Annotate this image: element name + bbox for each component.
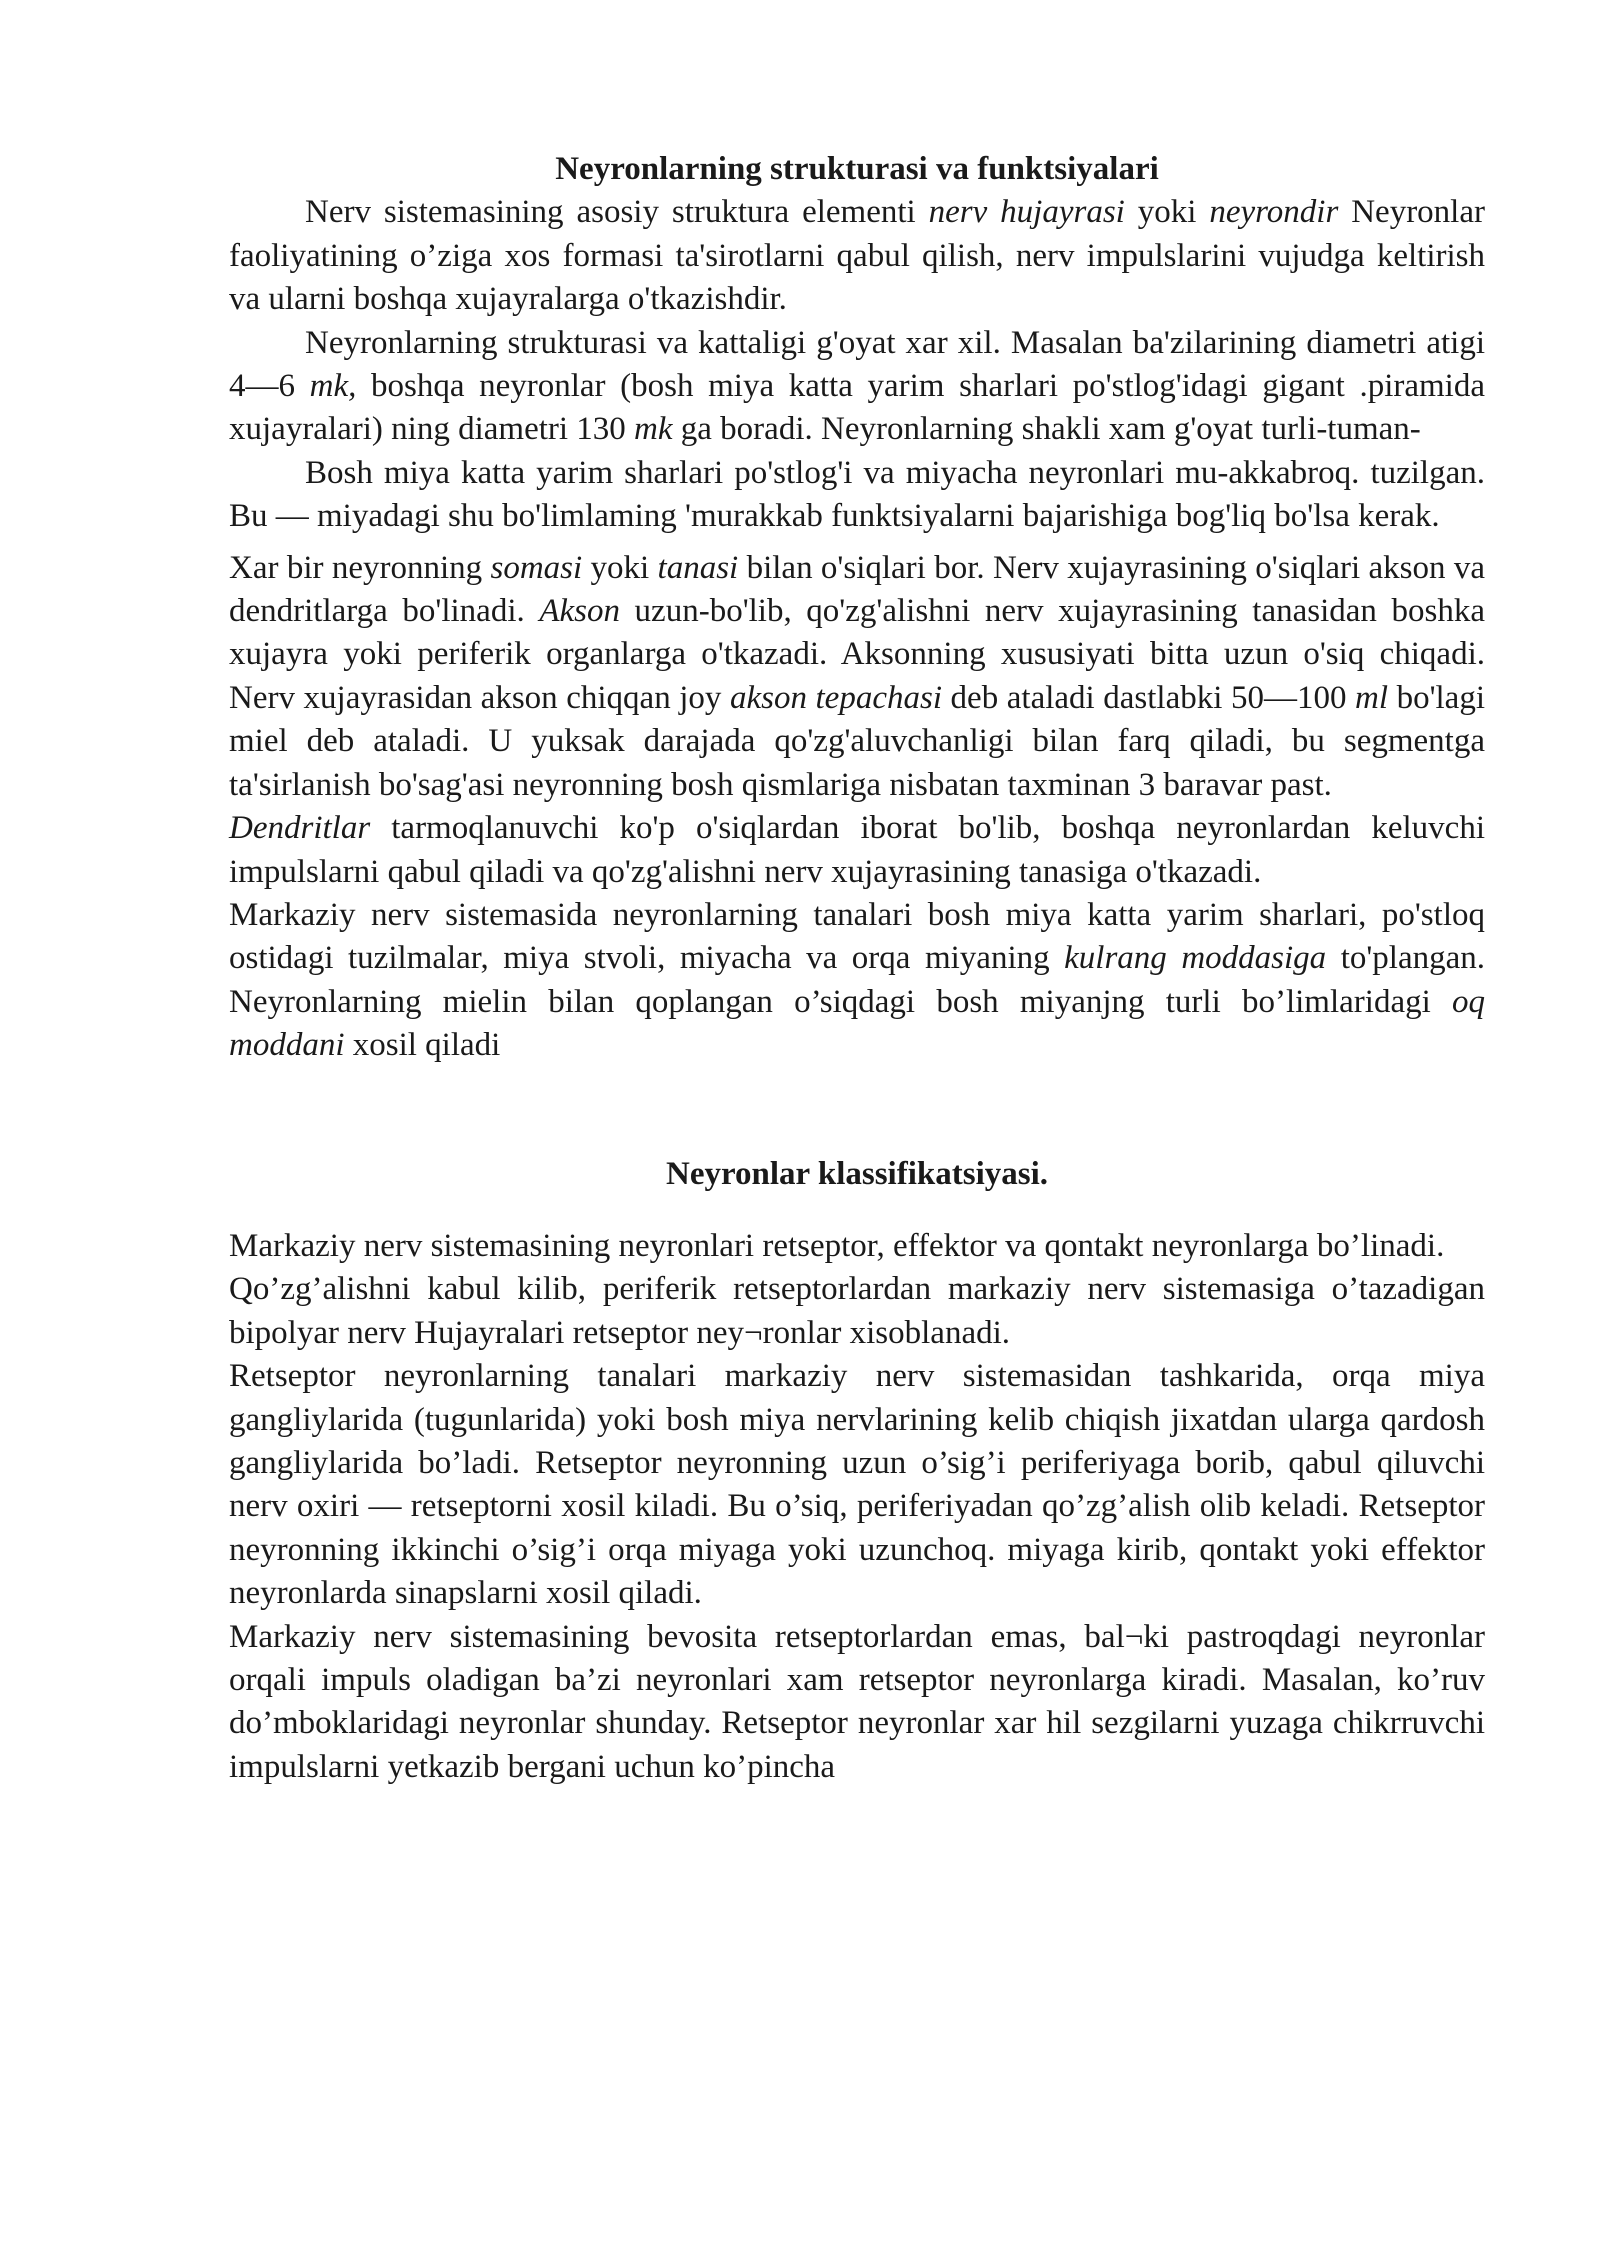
- paragraph-1: [229, 191, 1485, 321]
- italic-term: oq moddani: [229, 983, 1485, 1064]
- italic-term: akson tepachasi: [729, 679, 942, 716]
- text-span: Nerv sistemasining asosiy struktura elementi: [305, 194, 929, 231]
- text-span: tarmoqlanuvchi ko'p o'siqlardan iborat bo'lib, boshqa neyronlardan keluvchi impulslarni qabul qiladi va qo'zg'alishni nerv xujayrasining tanasiga o'tkazadi.: [229, 810, 1485, 890]
- text-span: to'plangan. Neyronlarning mielin bilan qoplangan o’siqdagi bosh miyanjng turli bo’limlaridagi: [229, 940, 1486, 1020]
- paragraph-6: [229, 894, 1485, 1068]
- paragraph-5: [229, 807, 1485, 894]
- text-span: ga boradi. Neyronlarning shakli xam g'oyat turli-tuman-: [672, 411, 1421, 448]
- section-title-neuron-structure: Neyronlarning strukturasi va funktsiyalari: [555, 151, 1159, 187]
- paragraph-2: [229, 322, 1485, 452]
- text-span: boshqa neyronlar (bosh miya katta yarim sharlari po'stlog'idagi gigant .piramida xujayralari) ning diametri 130: [229, 368, 1485, 448]
- paragraph-3: Bosh miya katta yarim sharlari po'stlog'i va miyacha neyronlari mu-akkabroq. tuzilgan. Bu — miyadagi shu bo'limlaming 'murakkab funktsiyalarni bajarishiga bog'liq bo'lsa kerak.: [229, 454, 1485, 535]
- italic-term: tanasi: [657, 549, 739, 586]
- paragraph-8: Qo’zg’alishni kabul kilib, periferik retseptorlardan markaziy nerv sistemasiga o’tazadigan bipolyar nerv Hujayralari retseptor ney¬ronlar xisoblanadi.: [229, 1271, 1485, 1351]
- text-span: Markaziy nerv sistemasida neyronlarning tanalari bosh miya katta yarim sharlari, po'stloq ostidagi tuzilmalar, miya stvoli, miyacha va orqa miyaning: [229, 896, 1485, 977]
- italic-term: neyrondir: [1209, 194, 1339, 231]
- paragraph-10: Markaziy nerv sistemasining bevosita retseptorlardan emas, bal¬ki pastroqdagi neyronlar orqali impuls oladigan ba’zi neyronlari xam retseptor neyronlarga kiradi. Masalan, ko’ruv do’mboklaridagi neyronlar shunday. Retseptor neyronlar xar hil sezgilarni yuzaga chikrruvchi impulslarni yetkazib bergani uchun ko’pincha: [229, 1618, 1485, 1785]
- italic-term: nerv hujayrasi: [928, 194, 1125, 231]
- text-span: uzun-bo'lib, qo'zg'alishni nerv xujayrasining tanasidan boshka xujayra yoki periferik organlarga o'tkazadi. Aksonning xususiyati bitta uzun o'siq chiqadi. Nerv xujayrasidan akson chiqqan joy: [229, 593, 1485, 716]
- text-span: bilan o'siqlari bor. Nerv xujayrasining o'siqlari akson va dendritlarga bo'linadi.: [229, 549, 1486, 630]
- italic-term: kulrang moddasiga: [1064, 940, 1327, 977]
- paragraph-4: [229, 547, 1485, 807]
- text-span: bo'lagi miel deb ataladi. U yuksak darajada qo'zg'aluvchanligi bilan farq qiladi, bu segmentga ta'sirlanish bo'sag'asi neyronning bosh qismlariga nisbatan taxminan 3 baravar past.: [229, 679, 1485, 803]
- paragraph-7: Markaziy nerv sistemasining neyronlari retseptor, effektor va qontakt neyronlarga bo’linadi.: [229, 1227, 1445, 1264]
- italic-term: mk: [634, 411, 673, 448]
- text-span: deb ataladi dastlabki 50—100: [942, 679, 1356, 716]
- text-span: Neyronlarning strukturasi va kattaligi g'oyat xar xil. Masalan ba'zilarining diametri atigi 4—6: [229, 324, 1485, 405]
- text-span: yoki: [582, 549, 658, 586]
- italic-term: mk,: [309, 368, 357, 405]
- italic-term: ml: [1355, 679, 1389, 716]
- section-title-neuron-classification: Neyronlar klassifikatsiyasi.: [666, 1155, 1048, 1192]
- italic-term: Akson: [539, 593, 620, 630]
- text-span: xosil qiladi: [344, 1027, 501, 1064]
- text-span: yoki: [1124, 194, 1210, 231]
- italic-term: Dendritlar: [229, 810, 371, 847]
- paragraph-9: Retseptor neyronlarning tanalari markaziy nerv sistemasidan tashkarida, orqa miya gangliylarida (tugunlarida) yoki bosh miya nervlarining kelib chiqish jixatdan ularga qardosh gangliylarida bo’ladi. Retseptor neyronning uzun o’sig’i periferiyaga borib, qabul qiluvchi nerv oxiri — retseptorni xosil kiladi. Bu o’siq, periferiyadan qo’zg’alish olib keladi. Retseptor neyronning ikkinchi o’sig’i orqa miyaga yoki uzunchoq. miyaga kirib, qontakt yoki effektor neyronlarda sinapslarni xosil qiladi.: [229, 1358, 1485, 1612]
- text-span: Xar bir neyronning: [229, 549, 491, 586]
- italic-term: somasi: [490, 549, 583, 586]
- text-span: Neyronlar faoliyatining o’ziga xos formasi ta'sirotlarni qabul qilish, nerv impulslarini vujudga keltirish va ularni boshqa xujayralarga o'tkazishdir.: [229, 194, 1485, 318]
- document-body: [229, 148, 1485, 1789]
